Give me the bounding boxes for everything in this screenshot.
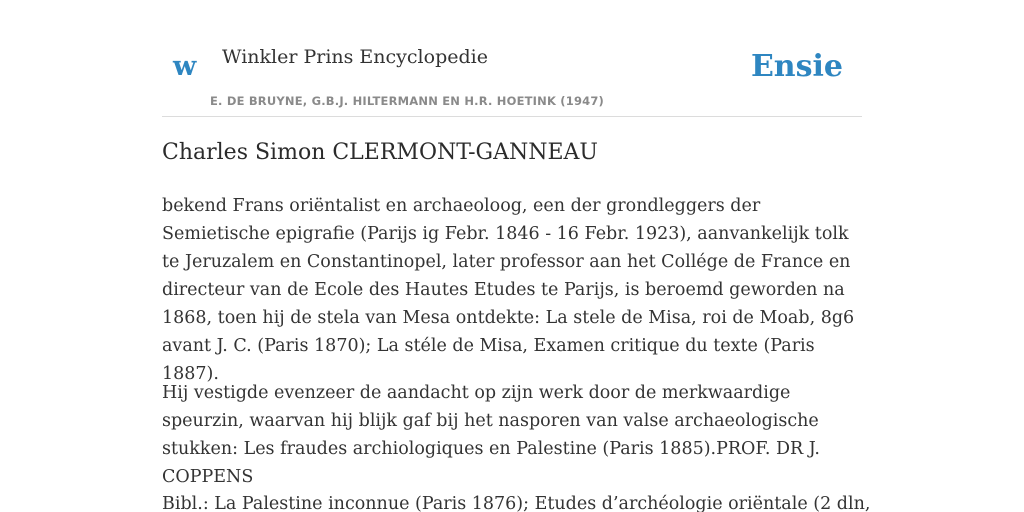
bibliography-paragraph: Bibl.: La Palestine inconnue (Paris 1876); Etudes d’archéologie oriëntale (2 dln, — [162, 494, 871, 512]
encyclopedia-logo-icon[interactable]: w — [173, 51, 197, 82]
site-header — [162, 0, 862, 117]
encyclopedia-authors: E. DE BRUYNE, G.B.J. HILTERMANN EN H.R. HOETINK (1947) — [210, 94, 605, 108]
article-paragraph: bekend Frans oriëntalist en archaeoloog, een der grondleggers der Semietische epigrafie (Parijs ig Febr. 1846 - 16 Febr. 1923), aanvankelijk tolk te Jeruzalem en Constantinopel, later professor aan het Collége de France en directeur van de Ecole des Hautes Etudes te Parijs, is beroemd geworden na 1868, toen hij de stela van Mesa ontdekte: La stele de Misa, roi de Moab, 8g6 avant J. C. (Paris 1870); La stéle de Misa, Examen critique du texte (Paris 1887). — [162, 196, 855, 384]
article-paragraph: Hij vestigde evenzeer de aandacht op zijn werk door de merkwaardige speurzin, waarvan hij blijk gaf bij het nasporen van valse archaeologische stukken: Les fraudes archiologiques en Palestine (Paris 1885).PROF. DR J. COPPENS — [162, 383, 820, 487]
encyclopedia-title[interactable]: Winkler Prins Encyclopedie — [222, 46, 488, 68]
article-title: Charles Simon CLERMONT-GANNEAU — [162, 140, 598, 165]
page — [162, 0, 871, 512]
ensie-brand-link[interactable]: Ensie — [750, 49, 843, 84]
